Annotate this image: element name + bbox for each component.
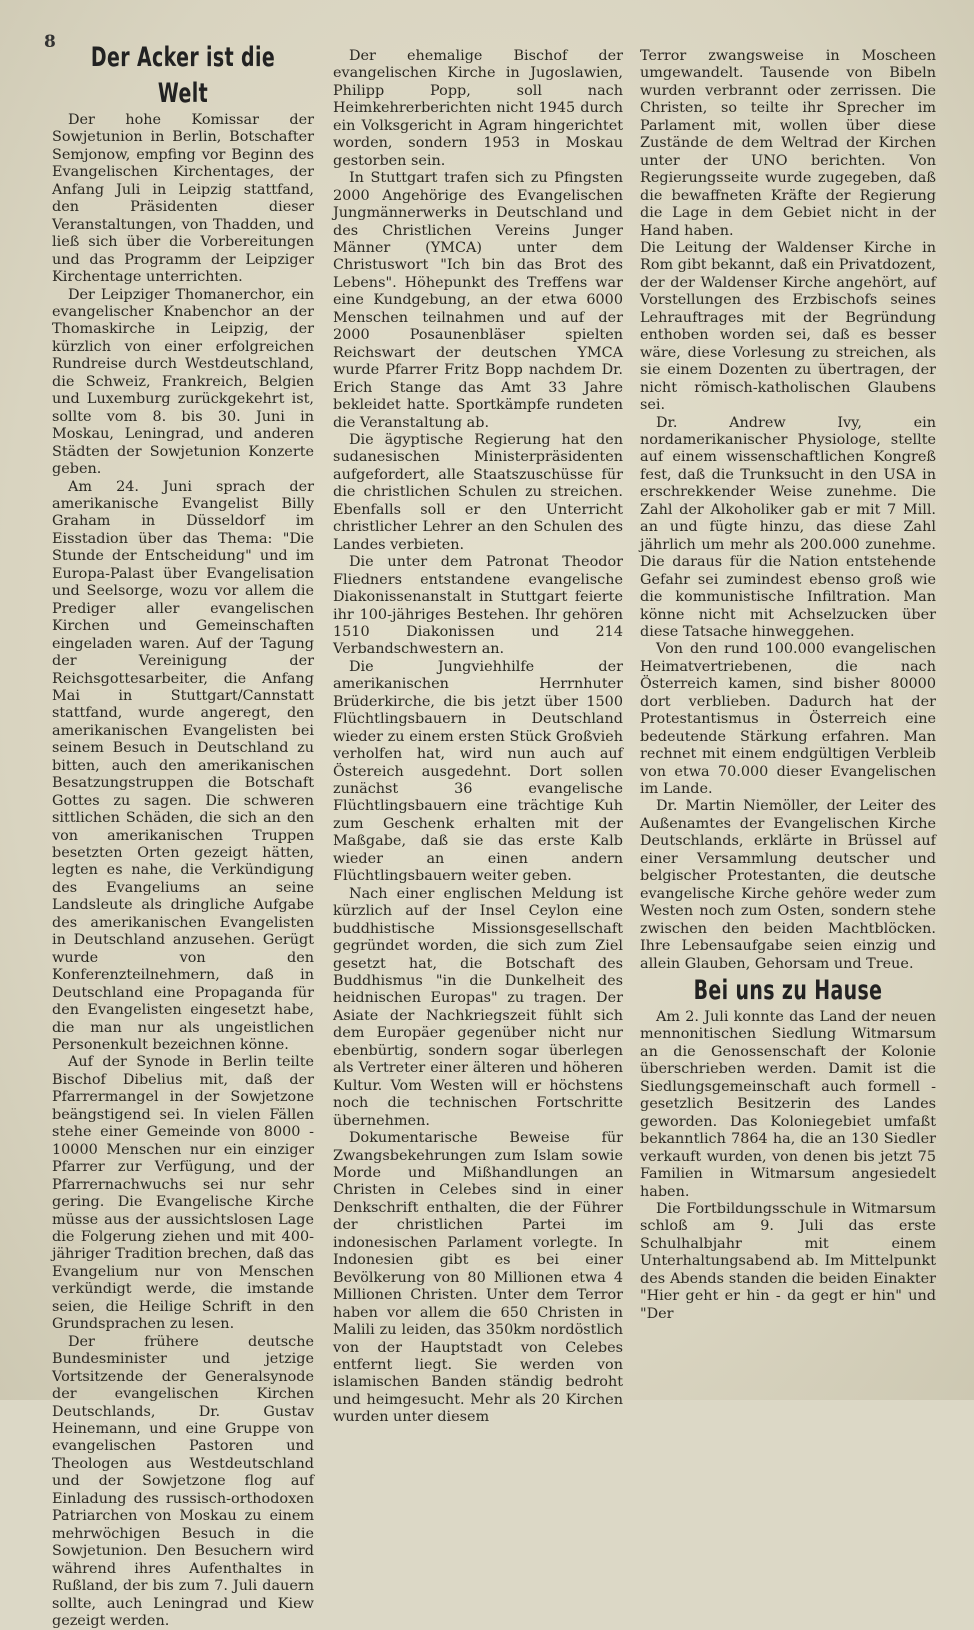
article-paragraph: Von den rund 100.000 evangelischen Heimatvertriebenen, die nach Österreich kamen, sind bisher 80000 dort verblieben. Dadurch hat der Protestantismus in Österreich eine bedeutende Stärkung erfahren. Man rechnet mit einem endgültigen Verbleib von etwa 70.000 dieser Evangelischen im Lande. <box>640 641 936 798</box>
page-number: 8 <box>44 32 56 52</box>
article-paragraph: Dokumentarische Beweise für Zwangsbekehrungen zum Islam sowie Morde und Mißhandlungen an Christen in Celebes sind in einer Denkschrift enthalten, die der Führer der christlichen Partei im indonesischen Parlament vorlegte. In Indonesien gibt es bei einer Bevölkerung von 80 Millionen etwa 4 Millionen Christen. Unter dem Terror haben vor allem die 650 Christen in Malili zu leiden, das 350km nordöstlich von der Hauptstadt von Celebes entfernt liegt. Sie werden von islamischen Banden ständig bedroht und heimgesucht. Mehr als 20 Kirchen wurden unter diesem <box>333 1130 623 1426</box>
article-paragraph: Die ägyptische Regierung hat den sudanesischen Ministerpräsidenten aufgefordert, alle Staatszuschüsse für die christlichen Schulen zu streichen. Ebenfalls soll er den Unterricht christlicher Lehrer an den Schulen des Landes verbieten. <box>333 431 623 553</box>
article-paragraph: Der ehemalige Bischof der evangelischen Kirche in Jugoslawien, Philipp Popp, soll nach Heimkehrerberichten nicht 1945 durch ein Volksgericht in Agram hingerichtet worden, sondern 1953 in Moskau gestorben sein. <box>333 48 623 169</box>
article-paragraph: In Stuttgart trafen sich zu Pfingsten 2000 Angehörige des Evangelischen Jungmännerwerks in Deutschland und des Christlichen Vereins Junger Männer (YMCA) unter dem Christuswort "Ich bin das Brot des Lebens". Höhepunkt des Treffens war eine Kundgebung, an der etwa 6000 Menschen teilnahmen und auf der 2000 Posaunenbläser spielten Reichswart der deutschen YMCA wurde Pfarrer Fritz Bopp nachdem Dr. Erich Stange das Amt 33 Jahre bekleidet hatte. Sportkämpfe rundeten die Veranstaltung ab. <box>333 170 623 431</box>
article-paragraph: Die unter dem Patronat Theodor Fliedners entstandene evangelische Diakonissenanstalt in Stuttgart feierte ihr 100-jähriges Bestehen. Ihr gehören 1510 Diakonissen und 214 Verbandschwestern an. <box>333 554 623 658</box>
article-paragraph: Die Fortbildungsschule in Witmarsum schloß am 9. Juli das erste Schulhalbjahr mit einem Unterhaltungsabend ab. Im Mittelpunkt des Abends standen die beiden Einakter "Hier geht er hin - da gegt er hin" und "Der <box>640 1201 936 1322</box>
article-paragraph: Der Leipziger Thomanerchor, ein evangelischer Knabenchor an der Thomaskirche in Leipzig, der kürzlich von einer erfolgreichen Rundreise durch Westdeutschland, die Schweiz, Frankreich, Belgien und Luxemburg zurückgekehrt ist, sollte vom 8. bis 30. Juni in Moskau, Leningrad, und anderen Städten der Sowjetunion Konzerte geben. <box>52 286 314 478</box>
article-paragraph: Nach einer englischen Meldung ist kürzlich auf der Insel Ceylon eine buddhistische Missionsgesellschaft gegründet worden, die sich zum Ziel gesetzt hat, die Botschaft des Buddhismus "in die Dunkelheit des heidnischen Europas" zu tragen. Der Asiate der Nachkriegszeit fühlt sich dem Europäer gegenüber nicht nur ebenbürtig, sondern sogar überlegen als Vertreter einer älteren und höheren Kultur. Vom Westen will er höchstens noch die technischen Fortschritte übernehmen. <box>333 885 623 1129</box>
article-paragraph: Der hohe Komissar der Sowjetunion in Berlin, Botschafter Semjonow, empfing vor Beginn des Evangelischen Kirchentages, der Anfang Juli in Leipzig stattfand, den Präsidenten dieser Veranstaltungen, von Thadden, und ließ sich über die Vorbereitungen und das Programm der Leipziger Kirchentage unterrichten. <box>52 112 314 286</box>
article-paragraph: Terror zwangsweise in Moscheen umgewandelt. Tausende von Bibeln wurden verbrannt oder zerrissen. Die Christen, so teilte ihr Sprecher im Parlament mit, wollen über diese Zustände de dem Weltrad der Kirchen unter der UNO berichten. Von Regierungsseite wurde zugegeben, daß die bewaffneten Kräfte der Regierung die Lage in dem Gebiet nicht in der Hand haben. <box>640 48 936 239</box>
column-right <box>640 48 936 1323</box>
column-middle <box>333 48 623 1427</box>
article-paragraph: Dr. Andrew Ivy, ein nordamerikanischer Physiologe, stellte auf einem wissenschaftlichen Kongreß fest, daß die Trunksucht in den USA in erschrekkender Weise zunehme. Die Zahl der Alkoholiker gab er mit 7 Mill. an und fügte hinzu, das diese Zahl jährlich um mehr als 200.000 zunehme. Die daraus für die Nation entstehende Gefahr sei zumindest ebenso groß wie die kommunistische Infiltration. Man könne nicht mit Achselzucken über diese Tatsache hinweggehen. <box>640 414 936 640</box>
article-paragraph: Der frühere deutsche Bundesminister und jetzige Vortsitzende der Generalsynode der evangelischen Kirchen Deutschlands, Dr. Gustav Heinemann, und eine Gruppe von evangelischen Pastoren und Theologen aus Westdeutschland und der Sowjetzone flog auf Einladung des russisch-orthodoxen Patriarchen von Moskau zu einem mehrwöchigen Besuch in die Sowjetunion. Den Besuchern wird während ihres Aufenthaltes in Rußland, der bis zum 7. Juli dauern sollte, auch Leningrad und Kiew gezeigt werden. <box>52 1333 314 1629</box>
article-paragraph: Die Jungviehhilfe der amerikanischen Herrnhuter Brüderkirche, die bis jetzt über 1500 Flüchtlingsbauern in Deutschland wieder zu einem ersten Stück Großvieh verholfen hat, wird nun auch auf Östereich ausgedehnt. Dort sollen zunächst 36 evangelische Flüchtlingsbauern eine trächtige Kuh zum Geschenk erhalten mit der Maßgabe, daß sie das erste Kalb wieder an einen andern Flüchtlingsbauern weiter geben. <box>333 658 623 885</box>
article-paragraph: Am 24. Juni sprach der amerikanische Evangelist Billy Graham in Düsseldorf im Eisstadion über das Thema: "Die Stunde der Entscheidung" und im Europa-Palast über Evangelisation und Seelsorge, wozu vor allem die Prediger aller evangelischen Kirchen und Gemeinschaften eingeladen waren. Auf der Tagung der Vereinigung der Reichsgottesarbeiter, die Anfang Mai in Stuttgart/Cannstatt stattfand, wurde angeregt, den amerikanischen Evangelisten bei seinem Besuch in Deutschland zu bitten, auch den amerikanischen Besatzungstruppen die Botschaft Gottes zu sagen. Die schweren sittlichen Schäden, die sich an den von amerikanischen Truppen besetzten Orten gezeigt hätten, legten es nahe, die Verkündigung des Evangeliums an seine Landsleute als dringliche Aufgabe des amerikanischen Evangelisten in Deutschland anzusehen. Gerügt wurde von den Konferenzteilnehmern, daß in Deutschland eine Propaganda für den Evangelisten eingesetzt habe, die man nur als ungeistlichen Personenkult bezeichnen könne. <box>52 478 314 1054</box>
headline-acker: Der Acker ist die Welt <box>90 42 276 109</box>
article-paragraph: Auf der Synode in Berlin teilte Bischof Dibelius mit, daß der Pfarrermangel in der Sowjetzone beängstigend sei. In vielen Fällen stehe einer Gemeinde von 8000 - 10000 Menschen nur ein einziger Pfarrer zur Verfügung, und der Pfarrernachwuchs sei nur sehr gering. Die Evangelische Kirche müsse aus der aussichtslosen Lage die Folgerung ziehen und mit 400-jähriger Tradition brechen, daß das Evangelium nur von Menschen verkündigt werde, die imstande seien, die Heilige Schrift in den Grundsprachen zu lesen. <box>52 1054 314 1333</box>
article-paragraph: Dr. Martin Niemöller, der Leiter des Außenamtes der Evangelischen Kirche Deutschlands, erklärte in Brüssel auf einer Versammlung deutscher und belgischer Protestanten, die deutsche evangelische Kirche gehöre weder zum Westen noch zum Osten, sondern stehe zwischen den beiden Machtblöcken. Ihre Lebensaufgabe seien einzig und allein Glauben, Gehorsam und Treue. <box>640 798 936 972</box>
article-paragraph: Am 2. Juli konnte das Land der neuen mennonitischen Siedlung Witmarsum an die Genossenschaft der Kolonie überschrieben werden. Damit ist die Siedlungsgemeinschaft auch formell - gesetzlich Besitzerin des Landes geworden. Das Koloniegebiet umfaßt bekanntlich 7864 ha, die an 130 Siedler verkauft wurden, von denen bis jetzt 75 Familien in Witmarsum angesiedelt haben. <box>640 1009 936 1200</box>
article-paragraph: Die Leitung der Waldenser Kirche in Rom gibt bekannt, daß ein Privatdozent, der der Waldenser Kirche angehört, auf Vorstellungen des Erzbischofs seines Lehrauftrages mit der Begründung enthoben worden sei, daß es besser wäre, diese Vorlesung zu streichen, als sie einem Dozenten zu übertragen, der nicht römisch-katholischen Glaubens sei. <box>640 239 936 414</box>
headline-bei-uns: Bei uns zu Hause <box>693 975 883 1007</box>
column-left <box>52 40 314 1630</box>
